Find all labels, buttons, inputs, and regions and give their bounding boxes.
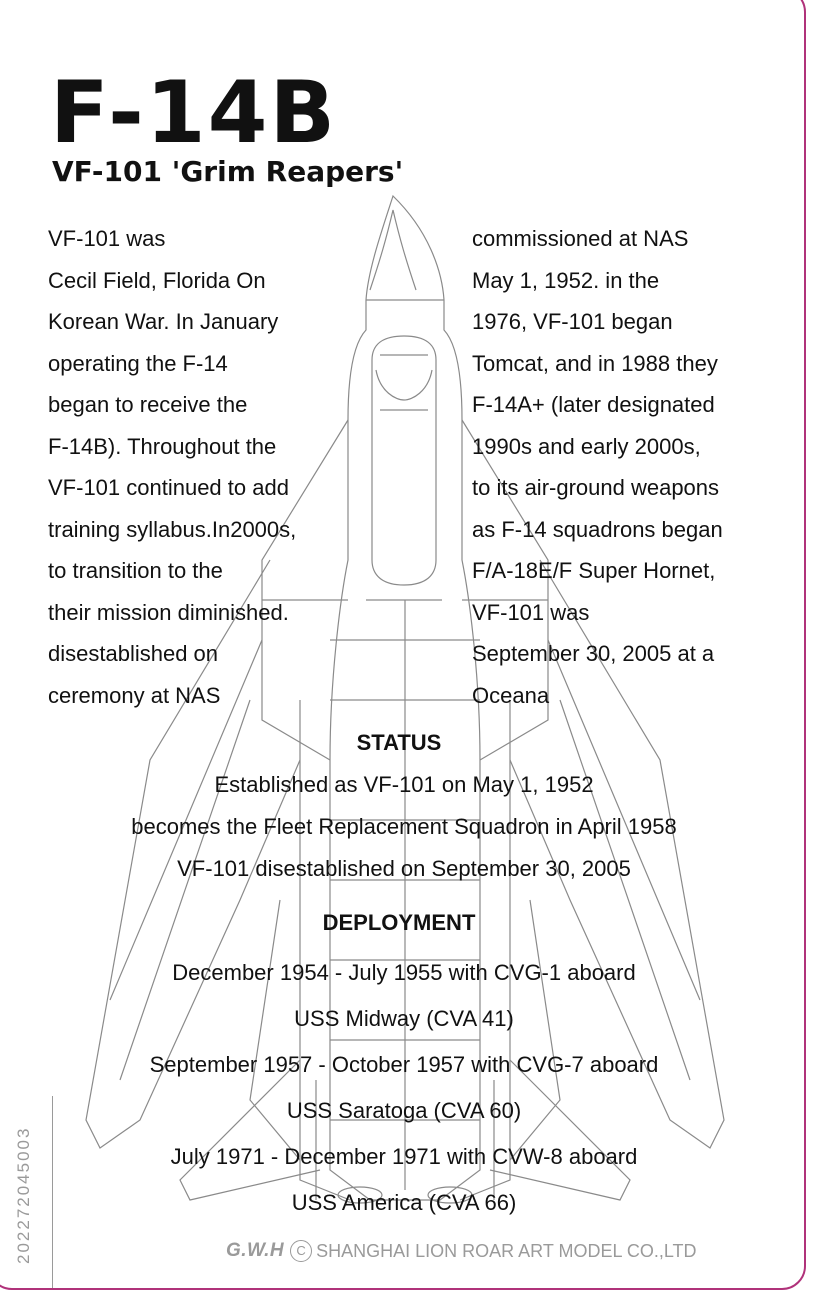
deployment-line: July 1971 - December 1971 with CVW-8 aboard (170, 1144, 638, 1169)
page-title: F-14B (50, 63, 338, 163)
history-line: F/A-18E/F Super Hornet, (472, 558, 716, 583)
history-line: VF-101 continued to add (48, 475, 289, 500)
brand-logo: G.W.H (226, 1240, 285, 1261)
history-right-column (472, 218, 723, 716)
history-line: operating the F-14 (48, 350, 228, 376)
history-line: September 30, 2005 at a (472, 641, 715, 666)
deployment-line: USS America (CVA 66) (291, 1190, 517, 1215)
status-line: becomes the Fleet Replacement Squadron in April 1958 (131, 814, 677, 839)
history-line: Tomcat, and in 1988 they (472, 350, 718, 376)
history-line: 1990s and early 2000s, (472, 433, 701, 459)
history-line: training syllabus.In2000s, (48, 516, 297, 542)
history-line: ceremony at NAS (48, 682, 221, 708)
deployment-line: USS Saratoga (CVA 60) (286, 1098, 522, 1123)
deployment-list (0, 950, 808, 1226)
history-line: 1976, VF-101 began (472, 309, 673, 334)
serial-divider (52, 1096, 53, 1288)
status-line: VF-101 disestablished on September 30, 2005 (177, 856, 631, 881)
status-list (0, 764, 808, 890)
history-left-column (48, 218, 296, 716)
history-line: VF-101 was (472, 599, 590, 625)
squadron-subtitle: VF-101 'Grim Reapers' (52, 155, 404, 188)
history-line: to transition to the (48, 558, 223, 583)
deployment-line: September 1957 - October 1957 with CVG-7 aboard (149, 1052, 659, 1077)
history-line: their mission diminished. (48, 599, 289, 625)
company-name: SHANGHAI LION ROAR ART MODEL CO.,LTD (316, 1240, 697, 1261)
history-line: as F-14 squadrons began (472, 516, 723, 542)
history-line: Korean War. In January (48, 309, 279, 334)
serial-number: 202272045003 (14, 1126, 33, 1264)
history-line: VF-101 was (48, 226, 166, 251)
history-line: F-14A+ (later designated (472, 392, 715, 417)
copyright-icon: C (290, 1240, 312, 1262)
history-line: began to receive the (48, 392, 248, 417)
history-line: commissioned at NAS (472, 226, 689, 251)
deployment-line: USS Midway (CVA 41) (294, 1006, 514, 1031)
history-line: Cecil Field, Florida On (48, 267, 266, 293)
history-line: F-14B). Throughout the (48, 433, 277, 459)
status-heading: STATUS (356, 730, 442, 755)
deployment-line: December 1954 - July 1955 with CVG-1 aboard (172, 960, 636, 985)
history-line: Oceana (472, 682, 550, 708)
history-line: disestablished on (48, 641, 219, 666)
footer (226, 1238, 697, 1264)
status-line: Established as VF-101 on May 1, 1952 (214, 772, 594, 797)
deployment-heading: DEPLOYMENT (322, 910, 476, 935)
history-line: May 1, 1952. in the (472, 267, 660, 293)
history-line: to its air-ground weapons (472, 475, 720, 500)
